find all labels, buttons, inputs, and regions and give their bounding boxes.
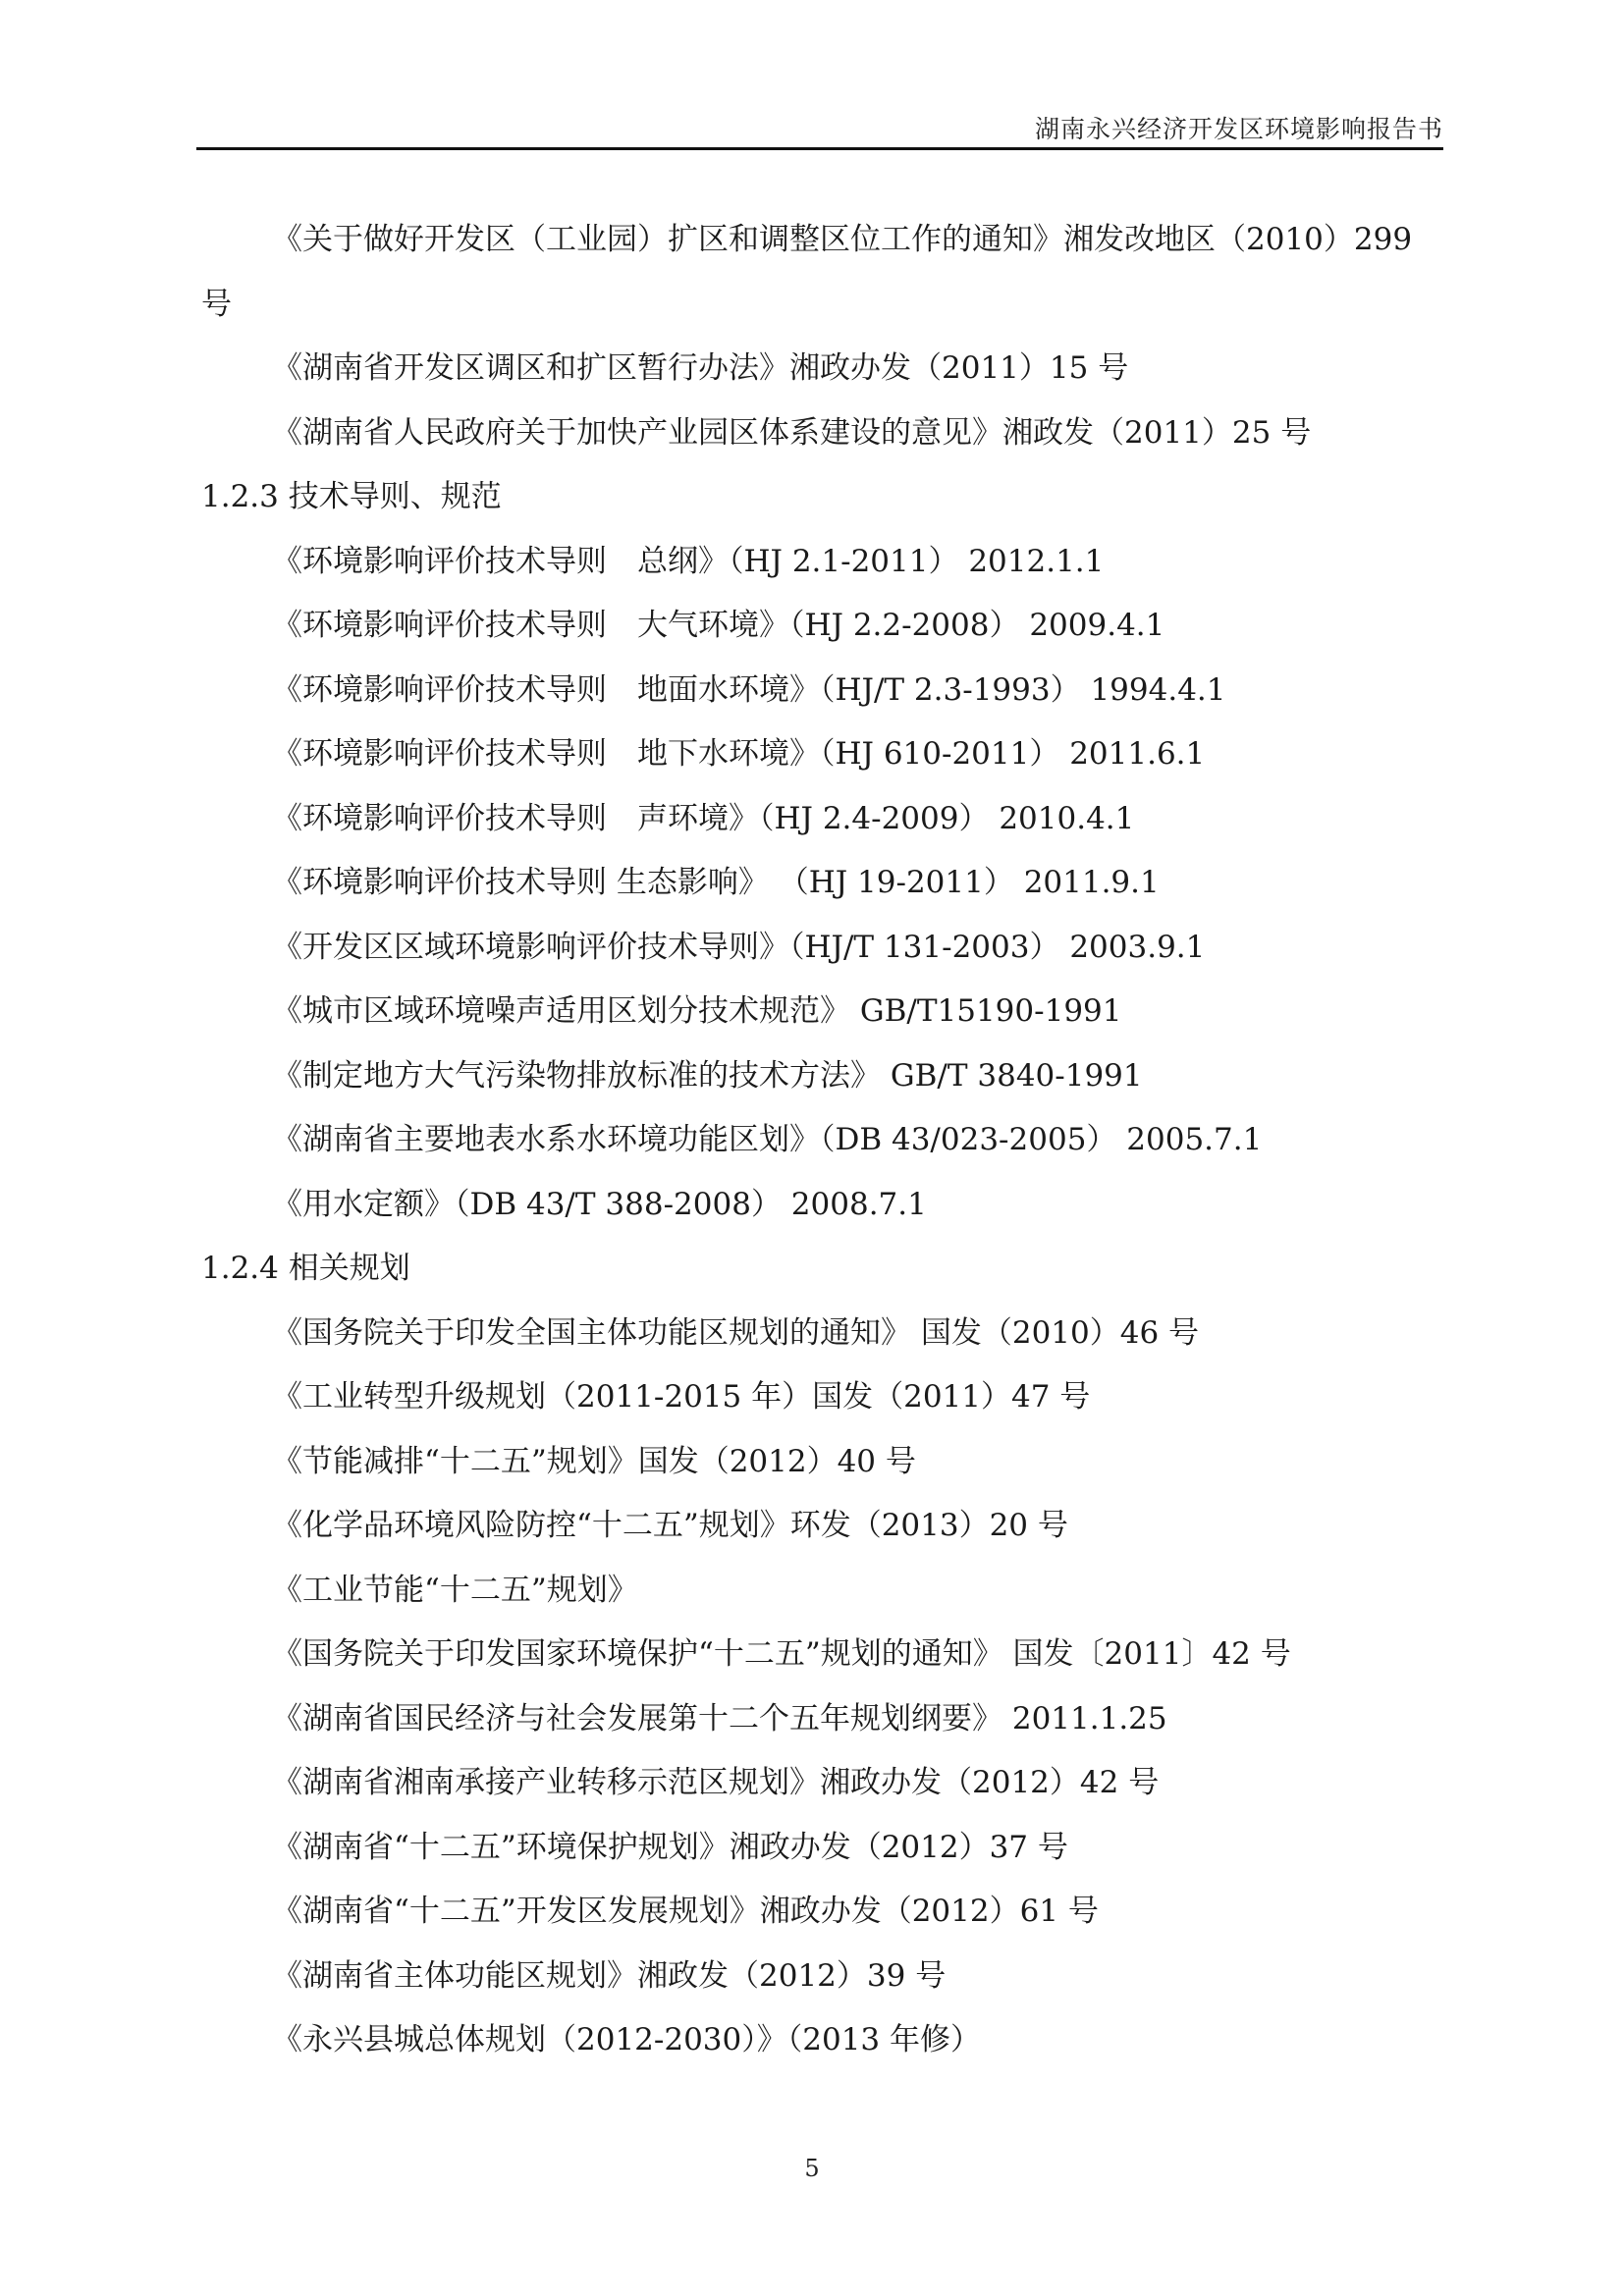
reference-line: 《工业转型升级规划（2011-2015 年）国发（2011）47 号 <box>272 1379 1091 1415</box>
reference-line: 《环境影响评价技术导则 地面水环境》（HJ/T 2.3-1993） 1994.4.1 <box>272 671 1226 708</box>
reference-line: 《国务院关于印发国家环境保护“十二五”规划的通知》 国发〔2011〕42 号 <box>272 1636 1291 1672</box>
reference-line-continuation: 号 <box>201 286 232 322</box>
reference-line: 《节能减排“十二五”规划》国发（2012）40 号 <box>272 1443 916 1479</box>
page-body <box>201 208 1448 2073</box>
reference-line: 《湖南省主体功能区规划》湘政发（2012）39 号 <box>272 1957 947 1994</box>
reference-line: 《湖南省开发区调区和扩区暂行办法》湘政办发（2011）15 号 <box>272 350 1129 386</box>
reference-line: 《国务院关于印发全国主体功能区规划的通知》 国发（2010）46 号 <box>272 1314 1200 1351</box>
reference-line: 《湖南省人民政府关于加快产业园区体系建设的意见》湘政发（2011）25 号 <box>272 414 1312 451</box>
reference-line: 《环境影响评价技术导则 大气环境》（HJ 2.2-2008） 2009.4.1 <box>272 608 1165 643</box>
reference-line: 《湖南省国民经济与社会发展第十二个五年规划纲要》 2011.1.25 <box>272 1700 1167 1736</box>
reference-line: 《环境影响评价技术导则 声环境》（HJ 2.4-2009） 2010.4.1 <box>272 800 1135 836</box>
reference-line: 《环境影响评价技术导则 地下水环境》（HJ 610-2011） 2011.6.1 <box>272 736 1206 772</box>
running-header: 湖南永兴经济开发区环境影响报告书 <box>1034 115 1443 143</box>
section-heading-1-2-3: 1.2.3 技术导则、规范 <box>201 479 502 514</box>
reference-line: 《永兴县城总体规划（2012-2030）》（2013 年修） <box>272 2022 982 2057</box>
reference-line: 《用水定额》（DB 43/T 388-2008） 2008.7.1 <box>272 1186 927 1222</box>
page-number: 5 <box>804 2155 820 2182</box>
reference-line: 《环境影响评价技术导则 生态影响》 （HJ 19-2011） 2011.9.1 <box>272 865 1160 900</box>
reference-line: 《湖南省“十二五”环境保护规划》湘政办发（2012）37 号 <box>272 1829 1068 1865</box>
reference-line: 《湖南省湘南承接产业转移示范区规划》湘政办发（2012）42 号 <box>272 1765 1160 1800</box>
reference-line: 《制定地方大气污染物排放标准的技术方法》 GB/T 3840-1991 <box>272 1057 1143 1094</box>
reference-line: 《环境影响评价技术导则 总纲》（HJ 2.1-2011） 2012.1.1 <box>272 543 1105 579</box>
reference-line: 《关于做好开发区（工业园）扩区和调整区位工作的通知》湘发改地区（2010）299 <box>272 222 1413 257</box>
reference-line: 《化学品环境风险防控“十二五”规划》环发（2013）20 号 <box>272 1508 1068 1543</box>
reference-line: 《工业节能“十二五”规划》 <box>272 1572 638 1608</box>
reference-line: 《开发区区域环境影响评价技术导则》（HJ/T 131-2003） 2003.9.1 <box>272 929 1206 965</box>
reference-line: 《城市区域环境噪声适用区划分技术规范》 GB/T15190-1991 <box>272 993 1122 1029</box>
reference-line: 《湖南省“十二五”开发区发展规划》湘政办发（2012）61 号 <box>272 1894 1099 1929</box>
reference-line: 《湖南省主要地表水系水环境功能区划》（DB 43/023-2005） 2005.7.1 <box>272 1122 1263 1157</box>
section-heading-1-2-4: 1.2.4 相关规划 <box>201 1251 410 1286</box>
header-rule <box>196 147 1443 150</box>
